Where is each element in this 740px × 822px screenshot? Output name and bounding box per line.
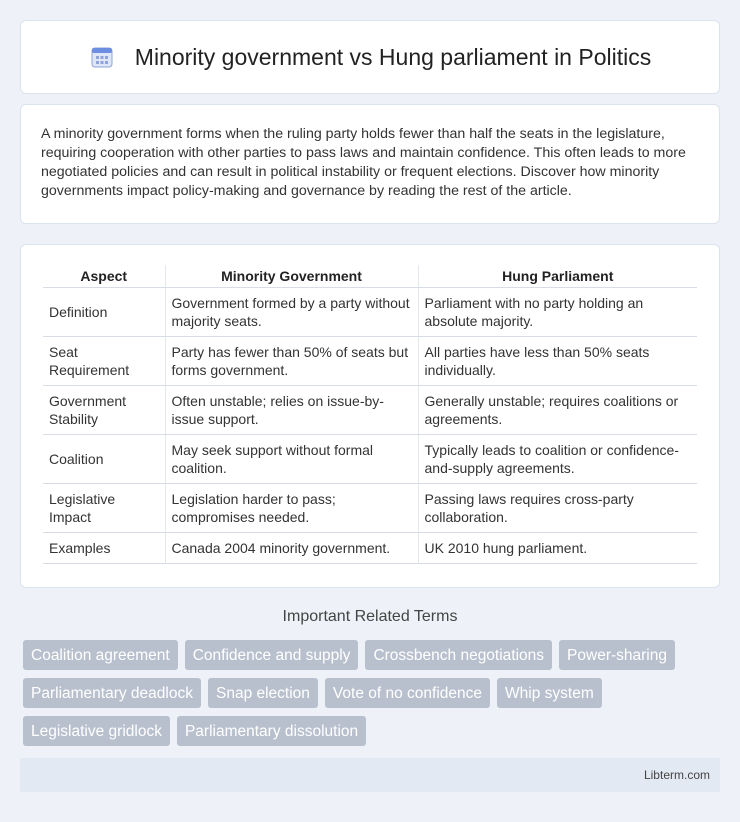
column-header: Minority Government [165, 265, 418, 288]
table-row [43, 435, 697, 484]
table-cell: Coalition [43, 435, 165, 484]
table-cell: Definition [43, 288, 165, 337]
calendar-icon [89, 44, 115, 70]
table-cell: Typically leads to coalition or confidence-and-supply agreements. [418, 435, 697, 484]
table-cell: Passing laws requires cross-party collaboration. [418, 484, 697, 533]
footer-brand-link[interactable]: Libterm.com [643, 768, 710, 782]
related-term-tag[interactable]: Whip system [497, 678, 602, 708]
intro-text: A minority government forms when the ruling party holds fewer than half the seats in the legislature, requiring cooperation with other parties to pass laws and maintain confidence. This often leads to more negotiated policies and can result in political instability or frequent elections. Discover how minority governments impact policy-making and governance by reading the rest of the article. [41, 126, 686, 199]
table-cell: Examples [43, 533, 165, 564]
related-terms-title: Important Related Terms [282, 608, 458, 625]
table-row [43, 533, 697, 564]
column-header: Hung Parliament [418, 265, 697, 288]
table-cell: Often unstable; relies on issue-by-issue support. [165, 386, 418, 435]
related-term-tag[interactable]: Vote of no confidence [325, 678, 490, 708]
related-term-tag[interactable]: Crossbench negotiations [365, 640, 552, 670]
table-row [43, 288, 697, 337]
comparison-table [43, 265, 697, 564]
table-cell: Legislative Impact [43, 484, 165, 533]
table-cell: Legislation harder to pass; compromises needed. [165, 484, 418, 533]
intro-card [20, 104, 720, 224]
table-cell: Parliament with no party holding an absolute majority. [418, 288, 697, 337]
table-cell: Canada 2004 minority government. [165, 533, 418, 564]
table-row [43, 386, 697, 435]
table-row [43, 337, 697, 386]
related-term-tag[interactable]: Snap election [208, 678, 318, 708]
table-cell: Generally unstable; requires coalitions or agreements. [418, 386, 697, 435]
related-term-tag[interactable]: Confidence and supply [185, 640, 359, 670]
table-cell: Government formed by a party without majority seats. [165, 288, 418, 337]
related-term-tag[interactable]: Coalition agreement [23, 640, 178, 670]
table-cell: May seek support without formal coalition. [165, 435, 418, 484]
related-term-tag[interactable]: Legislative gridlock [23, 716, 170, 746]
footer [20, 758, 720, 792]
table-cell: All parties have less than 50% seats individually. [418, 337, 697, 386]
comparison-table-card [20, 244, 720, 588]
related-terms-list [23, 640, 723, 746]
table-header-row [43, 265, 697, 288]
related-term-tag[interactable]: Parliamentary deadlock [23, 678, 201, 708]
related-term-tag[interactable]: Power-sharing [559, 640, 675, 670]
table-cell: UK 2010 hung parliament. [418, 533, 697, 564]
page-title: Minority government vs Hung parliament in Politics [134, 43, 652, 70]
table-cell: Seat Requirement [43, 337, 165, 386]
table-cell: Government Stability [43, 386, 165, 435]
title-card [20, 20, 720, 94]
related-term-tag[interactable]: Parliamentary dissolution [177, 716, 366, 746]
table-row [43, 484, 697, 533]
table-cell: Party has fewer than 50% of seats but forms government. [165, 337, 418, 386]
column-header: Aspect [43, 265, 165, 288]
